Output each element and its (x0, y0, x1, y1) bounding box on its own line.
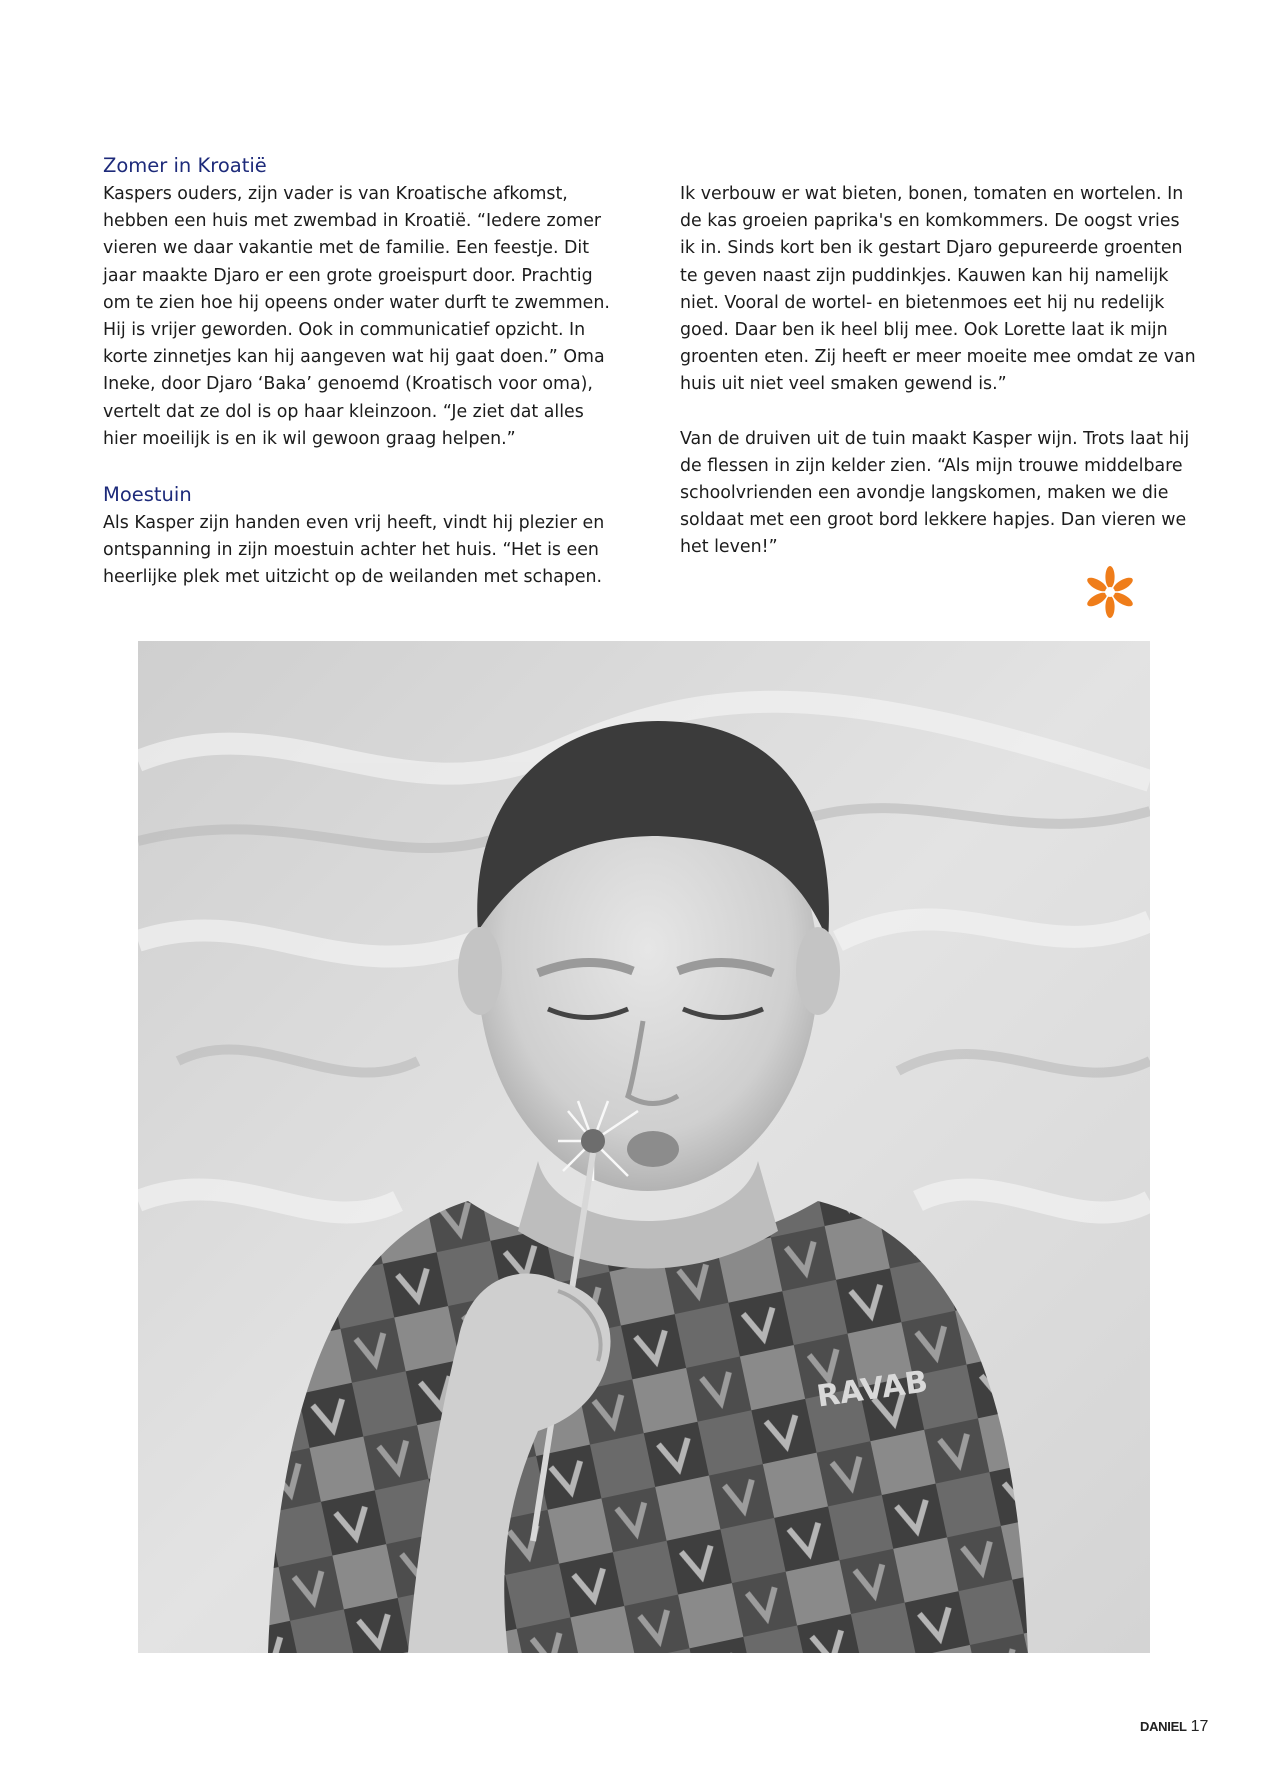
paragraph-wijn: Van de druiven uit de tuin maakt Kasper wijn. Trots laat hij de flessen in zijn kelder zien. “Als mijn trouwe middelbare schoolvrienden een avondje langskomen, maken we die soldaat met een groot bord lekkere hapjes. Dan vieren we het leven!” (680, 428, 1190, 558)
magazine-name: DANIEL (1140, 1719, 1187, 1734)
photo-boy-blowing-dandelion (138, 641, 1150, 1653)
paragraph-groenten: Ik verbouw er wat bieten, bonen, tomaten en wortelen. In de kas groeien paprika's en komkommers. De oogst vries ik in. Sinds kort ben ik gestart Djaro gepureerde groenten te geven naast zijn puddinkjes. Kauwen kan hij namelijk niet. Vooral de wortel- en bietenmoes eet hij nu redelijk goed. Daar ben ik heel blij mee. Ook Lorette laat ik mijn groenten eten. Zij heeft er meer moeite mee omdat ze van huis uit niet veel smaken gewend is.” (680, 184, 1196, 395)
section-heading-moestuin: Moestuin (103, 483, 192, 507)
left-column (103, 150, 623, 592)
page-footer (1140, 1717, 1208, 1736)
page-number: 17 (1190, 1718, 1209, 1735)
photo-illustration (138, 641, 1150, 1653)
section-text-moestuin: Als Kasper zijn handen even vrij heeft, vindt hij plezier en ontspanning in zijn moestuin achter het huis. “Het is een heerlijke plek met uitzicht op de weilanden met schapen. (103, 513, 605, 588)
right-column (680, 181, 1200, 562)
sweater-logo-text: RAVAB (814, 1364, 930, 1415)
section-heading-zomer: Zomer in Kroatië (103, 154, 267, 177)
section-text-zomer: Kaspers ouders, zijn vader is van Kroatische afkomst, hebben een huis met zwembad in Kroatië. “Iedere zomer vieren we daar vakantie met de familie. Een feestje. Dit jaar maakte Djaro er een grote groeispurt door. Prachtig om te zien hoe hij opeens onder water durft te zwemmen. Hij is vrijer geworden. Ook in communicatief opzicht. In korte zinnetjes kan hij aangeven wat hij gaat doen.” Oma Ineke, door Djaro ‘Baka’ genoemd (Kroatisch voor oma), vertelt dat ze dol is op haar kleinzoon. “Je ziet dat alles hier moeilijk is en ik wil gewoon graag helpen.” (103, 184, 610, 449)
flower-icon (1078, 560, 1142, 624)
